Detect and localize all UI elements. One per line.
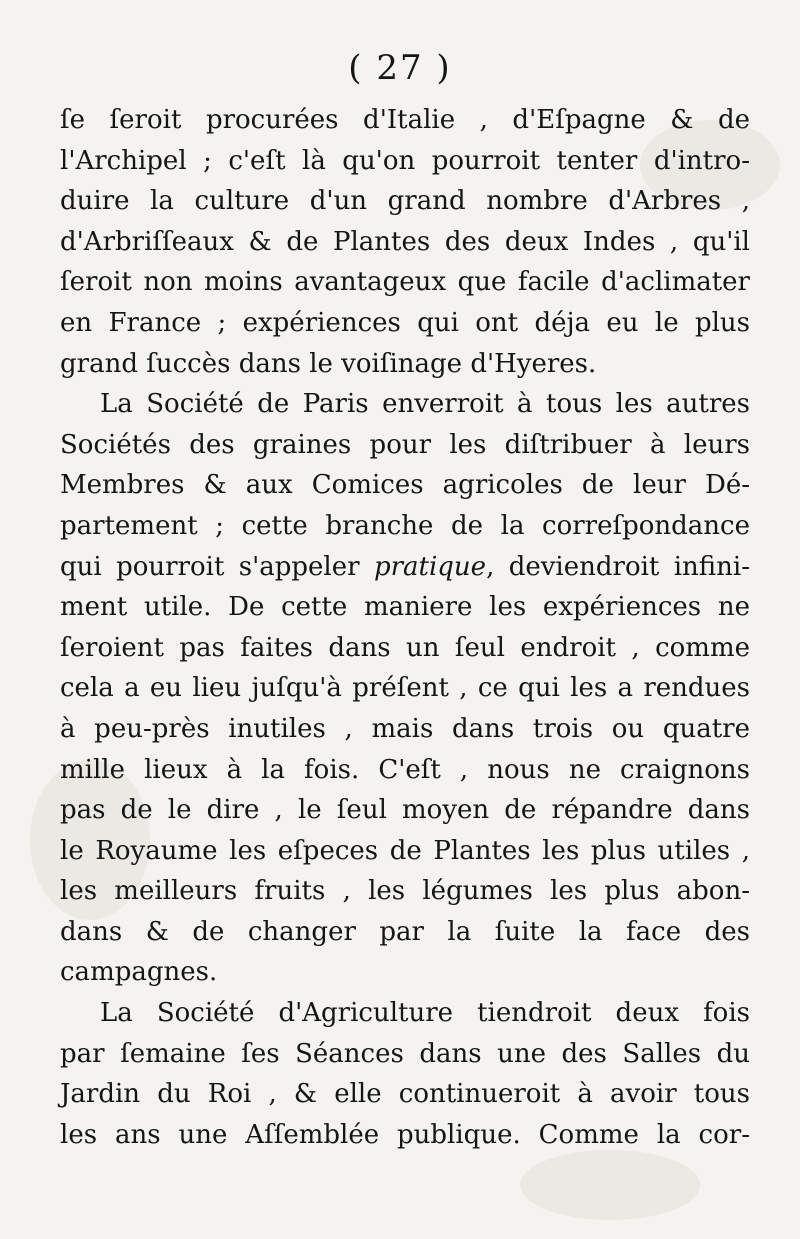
text-line: ſe ſeroit procurées d'Italie , d'Eſpagne & de <box>60 105 750 135</box>
text-line: partement ; cette branche de la correſpondance <box>60 510 750 541</box>
text-line: cela a eu lieu juſqu'à préſent , ce qui les a rendues <box>60 673 750 704</box>
body-text <box>60 100 750 1155</box>
text-line: campagnes. <box>60 957 218 988</box>
text-line: Jardin du Roi , & elle continueroit à avoir tous <box>60 1079 750 1110</box>
text-line: mille lieux à la fois. C'eſt , nous ne craignons <box>60 754 750 785</box>
paper-stain <box>520 1150 700 1220</box>
text-line: en France ; expériences qui ont déja eu le plus <box>60 307 750 338</box>
text-line: La Société d'Agriculture tiendroit deux fois <box>100 998 750 1029</box>
text-line: le Royaume les eſpeces de Plantes les plus utiles , <box>60 835 750 866</box>
text-line: par ſemaine ſes Séances dans une des Salles du <box>60 1038 750 1069</box>
text-line: Sociétés des graines pour les diſtribuer à leurs <box>60 429 750 460</box>
text-line: les ans une Aſſemblée publique. Comme la cor- <box>60 1119 750 1150</box>
text-line: à peu-près inutiles , mais dans trois ou quatre <box>60 713 750 744</box>
text-line: ſeroit non moins avantageux que facile d'aclimater <box>60 267 750 298</box>
text-line: dans & de changer par la ſuite la face des <box>60 916 750 947</box>
text-line: l'Archipel ; c'eſt là qu'on pourroit tenter d'intro- <box>60 145 750 176</box>
text-line: Membres & aux Comices agricoles de leur Dé- <box>60 470 750 501</box>
text-line: les meilleurs fruits , les légumes les plus abon- <box>60 876 750 907</box>
page-number: ( 27 ) <box>348 48 452 88</box>
italic-word: pratique <box>373 551 487 582</box>
text-line <box>60 547 750 588</box>
text-segment: , deviendroit infini- <box>486 551 750 582</box>
text-line: ſeroient pas faites dans un ſeul endroit , comme <box>60 632 750 663</box>
text-line: d'Arbriſſeaux & de Plantes des deux Indes , qu'il <box>60 226 750 257</box>
text-line: La Société de Paris enverroit à tous les autres <box>100 389 750 420</box>
text-line: pas de le dire , le ſeul moyen de répandre dans <box>60 795 750 826</box>
text-line: grand ſuccès dans le voiſinage d'Hyeres. <box>60 348 597 379</box>
text-line: ment utile. De cette maniere les expériences ne <box>60 592 750 623</box>
text-line: duire la culture d'un grand nombre d'Arbres , <box>60 186 750 217</box>
text-segment: qui pourroit s'appeler <box>60 551 374 582</box>
